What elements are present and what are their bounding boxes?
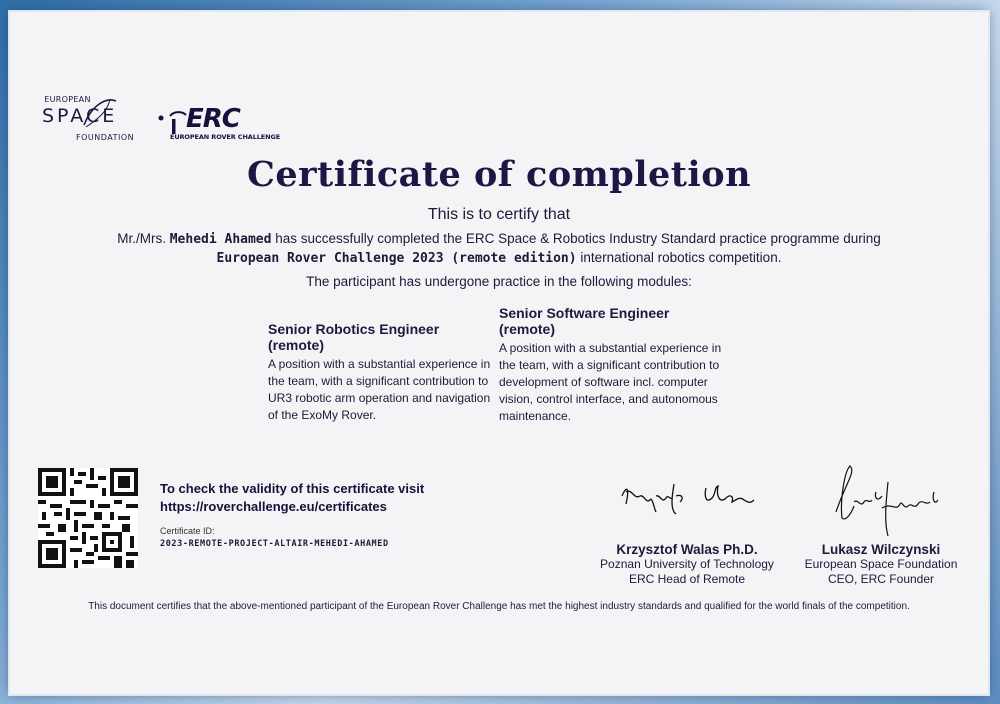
validity-text: To check the validity of this certificate visit [160,481,425,496]
erc-logo-subtitle: EUROPEAN ROVER CHALLENGE [170,133,281,141]
signer-organization: Poznan University of Technology [600,557,774,571]
erc-logo-mark: ERC [186,104,240,134]
signature-walas-icon [616,474,766,520]
qr-code-icon [38,468,138,568]
completed-text: has successfully completed the ERC Space & Robotics Industry Standard practice programme during [275,231,881,246]
signer-name: Lukasz Wilczynski [821,542,941,557]
signer-role: ERC Head of Remote [628,572,746,586]
footer-statement: This document certifies that the above-mentioned participant of the European Rover Challenge has met the highest industry standards and qualified for the world finals of the competition. [88,601,910,612]
esf-logo-space: SPACE [42,105,118,127]
esf-logo-foundation: FOUNDATION [76,133,135,142]
signature-wilczynski-icon [816,462,956,542]
module-robotics-engineer [268,321,493,424]
erc-logo [158,104,288,144]
certificate-title: Certificate of completion [246,154,752,195]
signer-role: CEO, ERC Founder [827,572,935,586]
signer-name: Krzysztof Walas Ph.D. [616,542,758,557]
signer-wilczynski [796,542,966,587]
event-suffix: international robotics competition. [580,250,782,265]
certificate-id-value: 2023-REMOTE-PROJECT-ALTAIR-MEHEDI-AHAMED [160,539,389,549]
certify-line: This is to certify that [427,206,571,223]
european-space-foundation-logo [40,95,150,147]
event-name: European Rover Challenge 2023 (remote edition) [216,251,577,266]
certificate-sheet [10,12,988,694]
module-title: Senior Software Engineer (remote) [499,305,670,337]
validity-url-link[interactable]: https://roverchallenge.eu/certificates [160,499,387,514]
participant-line [10,231,988,247]
validity-notice [160,480,424,516]
esf-logo-european: EUROPEAN [44,95,91,104]
event-line [10,250,988,266]
module-title: Senior Robotics Engineer (remote) [268,321,440,353]
certificate-id-label: Certificate ID: [160,526,215,536]
module-description: A position with a substantial experience in the team, with a significant contribution to development of software incl. computer vision, control interface, and autonomous maintenance. [499,341,722,423]
module-description: A position with a substantial experience in the team, with a significant contribution to UR3 robotic arm operation and navigation of the ExoMy Rover. [268,357,491,422]
participant-name: Mehedi Ahamed [169,232,272,247]
modules-intro: The participant has undergone practice in the following modules: [306,274,692,289]
signer-organization: European Space Foundation [804,557,958,571]
signer-walas [594,542,780,587]
salutation: Mr./Mrs. [117,231,166,246]
module-software-engineer [499,305,729,425]
